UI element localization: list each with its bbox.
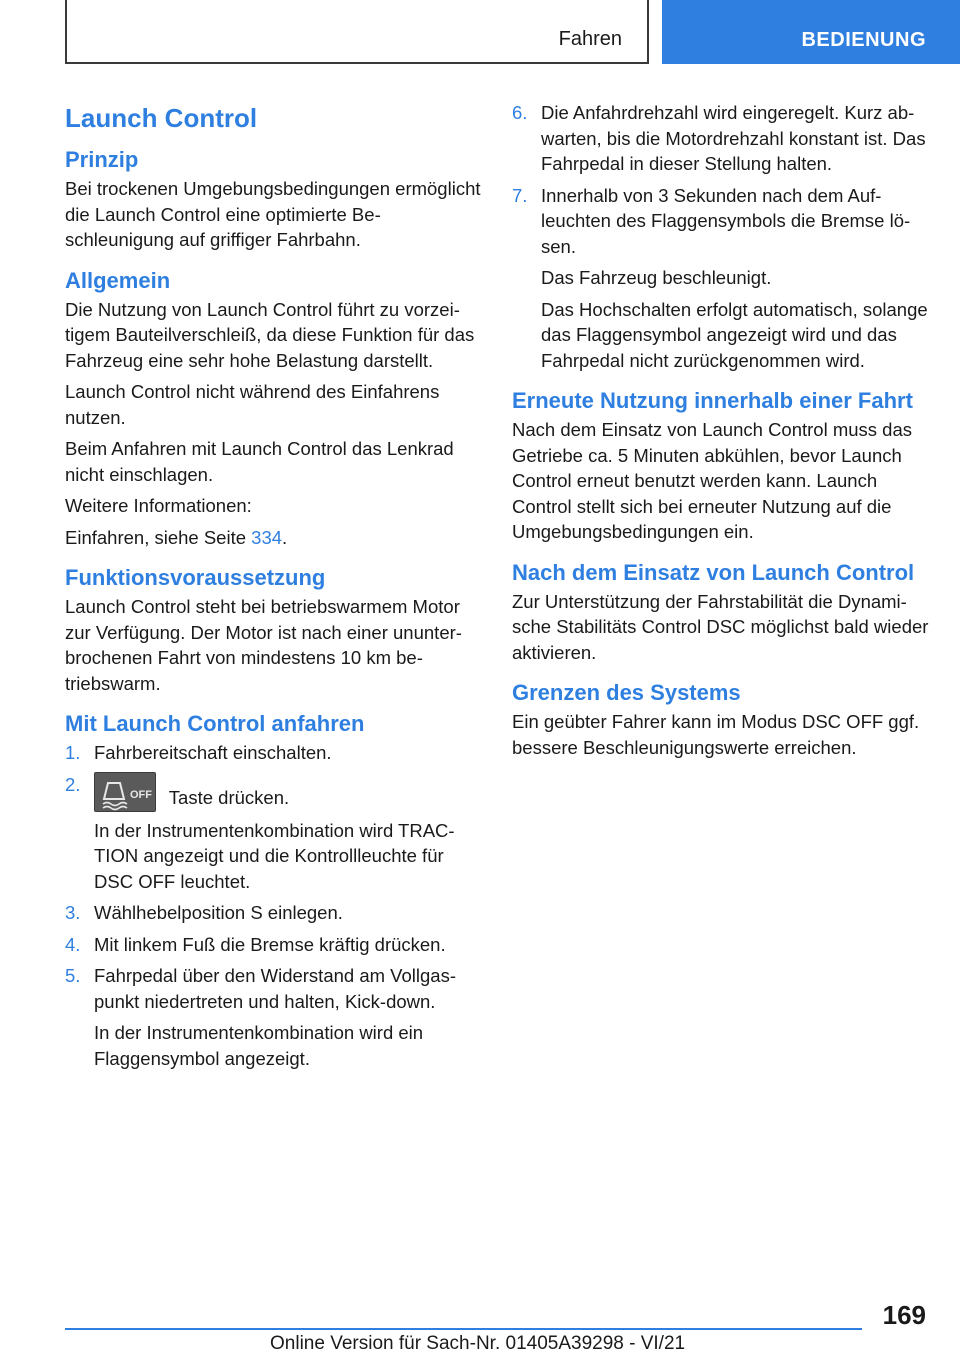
step-continuation: Das Hochschalten erfolgt automatisch, solange das Flaggensymbol angezeigt wird und das Fahrpedal nicht zurückgenommen wird. [541, 298, 928, 371]
step-number: 5. [65, 965, 81, 986]
heading-allgemein: Allgemein [65, 267, 171, 293]
step-text: Die Anfahrdrehzahl wird eingeregelt. Kurz abwarten, bis die Motordrehzahl konstant ist. Das Fahrpedal in dieser Stellung halten. [541, 102, 926, 174]
paragraph-allgemein-5 [65, 525, 483, 551]
paragraph-prinzip: Bei trockenen Umgebungsbedingungen ermöglicht die Launch Control eine optimierte Beschleunigung auf griffiger Fahrbahn. [65, 178, 481, 250]
page-number: 169 [882, 1300, 926, 1330]
footer-version-text: Online Version für Sach-Nr. 01405A39298 - VI/21 [270, 1333, 686, 1354]
paragraph-grenzen: Ein geübter Fahrer kann im Modus DSC OFF ggf. bessere Beschleunigungswerte erreichen. [512, 711, 920, 758]
section-title: Fahren [558, 28, 622, 50]
heading-anfahren: Mit Launch Control anfahren [65, 711, 365, 736]
step-text: Taste drücken. [164, 786, 290, 808]
page-reference-link[interactable]: 334 [251, 526, 283, 548]
svg-text:OFF: OFF [130, 788, 152, 801]
list-item [65, 963, 483, 1014]
heading-nach-dem-einsatz: Nach dem Einsatz von Launch Control [512, 559, 915, 585]
step-number: 2. [65, 773, 81, 795]
list-item [65, 772, 483, 812]
step-text: Mit linkem Fuß die Bremse kräftig drücken. [94, 933, 446, 955]
chapter-tab-label: BEDIENUNG [801, 29, 926, 51]
dsc-off-button-icon [94, 772, 156, 812]
step-number: 4. [65, 933, 81, 955]
reference-text: Einfahren, siehe Seite [65, 526, 252, 548]
paragraph-erneute-nutzung: Nach dem Einsatz von Launch Control muss das Getriebe ca. 5 Minuten abkühlen, bevor Launch Control erneut benutzt werden kann. Launch Control stellt sich bei erneuter Nutzung auf die Umgebungsbedingungen ein. [512, 419, 913, 542]
list-item [512, 183, 930, 260]
paragraph-allgemein-1: Die Nutzung von Launch Control führt zu vorzeitigem Bauteilverschleiß, da diese Funktion für das Fahrzeug eine sehr hohe Belastung darstellt. [65, 298, 475, 371]
paragraph-allgemein-3: Beim Anfahren mit Launch Control das Lenkrad nicht einschlagen. [65, 438, 454, 485]
page-title: Launch Control [65, 103, 258, 133]
step-number: 1. [65, 742, 81, 763]
paragraph-nach-dem-einsatz: Zur Unterstützung der Fahrstabilität die Dynamische Stabilitäts Control DSC möglichst bald wieder aktivieren. [512, 590, 929, 663]
step-text: Fahrbereitschaft einschalten. [94, 742, 332, 763]
heading-funktionsvoraussetzung: Funktionsvoraussetzung [65, 565, 326, 590]
step-text: Wählhebelposition S einlegen. [94, 902, 343, 923]
left-column [65, 100, 483, 1077]
chapter-tab[interactable] [662, 0, 960, 64]
step-number: 3. [65, 902, 81, 923]
step-continuation: In der Instrumentenkombination wird TRACTION angezeigt und die Kontrollleuchte für DSC OFF leuchtet. [94, 819, 455, 892]
step-continuation: Das Fahrzeug beschleunigt. [541, 267, 772, 288]
step-number: 6. [512, 102, 528, 123]
step-text: Fahrpedal über den Widerstand am Vollgaspunkt niedertreten und halten, Kick-down. [94, 965, 456, 1012]
list-item [65, 740, 483, 766]
heading-prinzip: Prinzip [65, 147, 139, 172]
paragraph-allgemein-2: Launch Control nicht während des Einfahrens nutzen. [65, 381, 440, 428]
paragraph-allgemein-4: Weitere Informationen: [65, 495, 252, 516]
step-continuation: In der Instrumentenkombination wird ein Flaggensymbol angezeigt. [94, 1022, 424, 1069]
step-text: Innerhalb von 3 Sekunden nach dem Aufleuchten des Flaggensymbols die Bremse lösen. [541, 184, 911, 257]
list-item [512, 100, 930, 177]
list-item [65, 900, 483, 926]
reference-period: . [282, 526, 288, 548]
step-number: 7. [512, 184, 528, 206]
heading-erneute-nutzung: Erneute Nutzung innerhalb einer Fahrt [512, 388, 913, 413]
paragraph-funktionsvoraussetzung: Launch Control steht bei betriebswarmem Motor zur Verfügung. Der Motor ist nach einer ununterbrochenen Fahrt von mindestens 10 km betriebswarm. [65, 596, 462, 694]
list-item [65, 932, 483, 958]
footer-divider [65, 1328, 862, 1330]
right-column [512, 100, 930, 766]
heading-grenzen: Grenzen des Systems [512, 680, 741, 705]
